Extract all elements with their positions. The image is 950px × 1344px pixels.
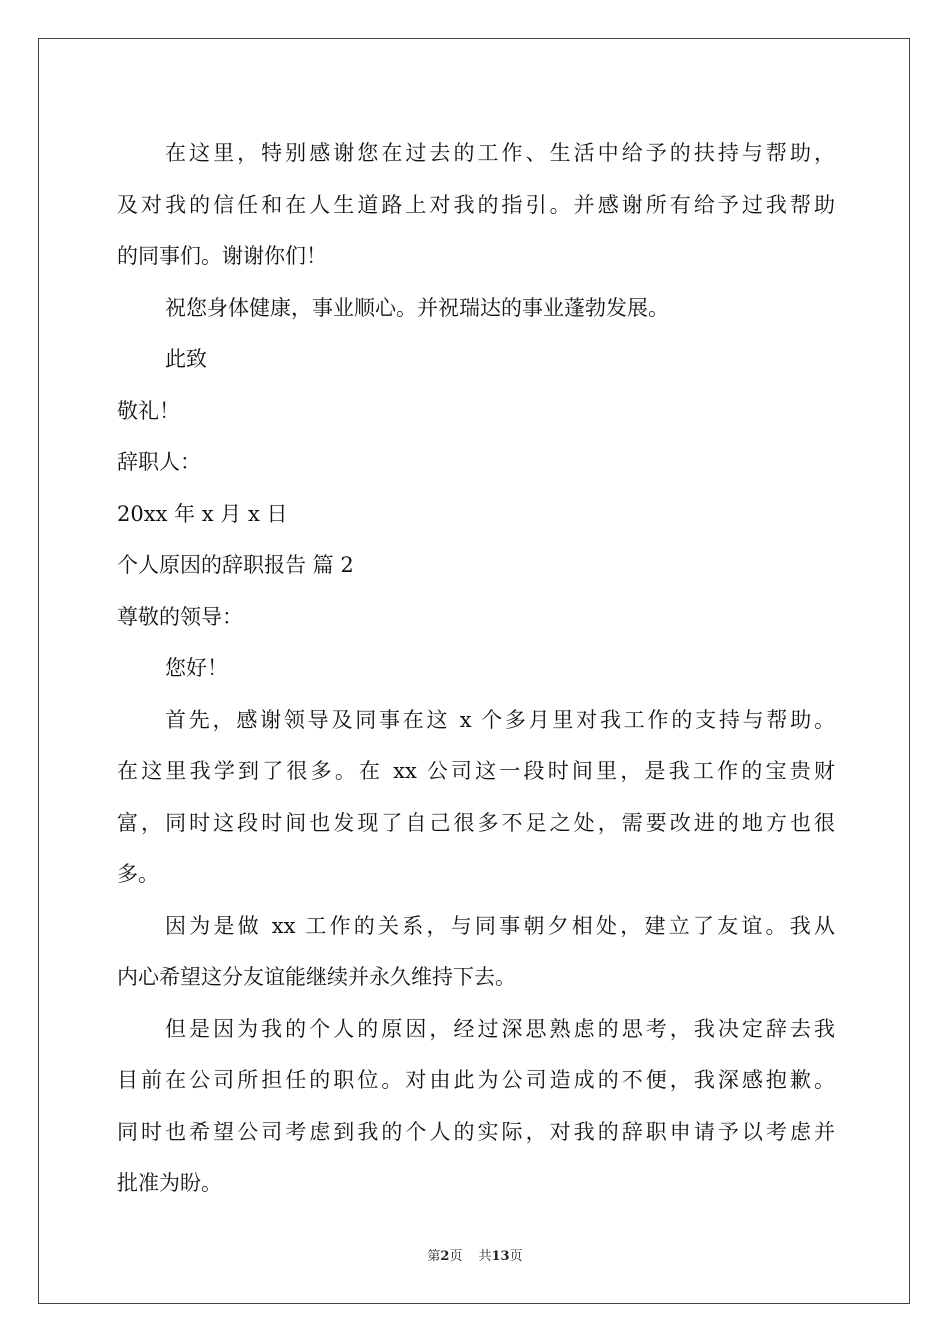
document-body (117, 128, 835, 1210)
footer-page-number: 2 (440, 1249, 450, 1264)
text-line: 因为是做 xx 工作的关系，与同事朝夕相处，建立了友谊。我从 (165, 913, 835, 938)
text-line: 目前在公司所担任的职位。对由此为公司造成的不便，我深感抱歉。 (117, 1068, 835, 1092)
footer-total-prefix: 共 (478, 1249, 492, 1264)
text-line: 您好！ (165, 656, 228, 680)
text-line: 在这里我学到了很多。在 xx 公司这一段时间里，是我工作的宝贵财 (117, 759, 835, 783)
text-line: 但是因为我的个人的原因，经过深思熟虑的思考，我决定辞去我 (165, 1016, 835, 1041)
text-line: 个人原因的辞职报告 篇 2 (117, 553, 354, 577)
page-footer (0, 1248, 950, 1266)
text-line: 敬礼！ (117, 398, 180, 423)
footer-page-prefix: 第 (427, 1249, 441, 1264)
footer-page-suffix: 页 (449, 1249, 463, 1264)
text-line: 的同事们。谢谢你们！ (117, 244, 327, 268)
footer-total-pages: 13 (491, 1249, 510, 1264)
text-line: 富，同时这段时间也发现了自己很多不足之处，需要改进的地方也很 (117, 810, 835, 835)
text-line: 祝您身体健康，事业顺心。并祝瑞达的事业蓬勃发展。 (165, 295, 669, 320)
text-line: 首先，感谢领导及同事在这 x 个多月里对我工作的支持与帮助。 (165, 707, 835, 732)
text-line: 及对我的信任和在人生道路上对我的指引。并感谢所有给予过我帮助 (117, 192, 835, 217)
text-line: 同时也希望公司考虑到我的个人的实际，对我的辞职申请予以考虑并 (117, 1119, 835, 1144)
text-line: 20xx 年 x 月 x 日 (117, 501, 288, 526)
text-line: 内心希望这分友谊能继续并永久维持下去。 (117, 965, 516, 989)
footer-total-suffix: 页 (509, 1249, 523, 1264)
text-line: 辞职人： (117, 450, 201, 474)
text-line: 尊敬的领导： (117, 604, 243, 629)
text-line: 多。 (117, 862, 159, 886)
text-line: 在这里，特别感谢您在过去的工作、生活中给予的扶持与帮助， (165, 141, 835, 165)
text-line: 批准为盼。 (117, 1171, 222, 1195)
text-line: 此致 (165, 347, 207, 371)
